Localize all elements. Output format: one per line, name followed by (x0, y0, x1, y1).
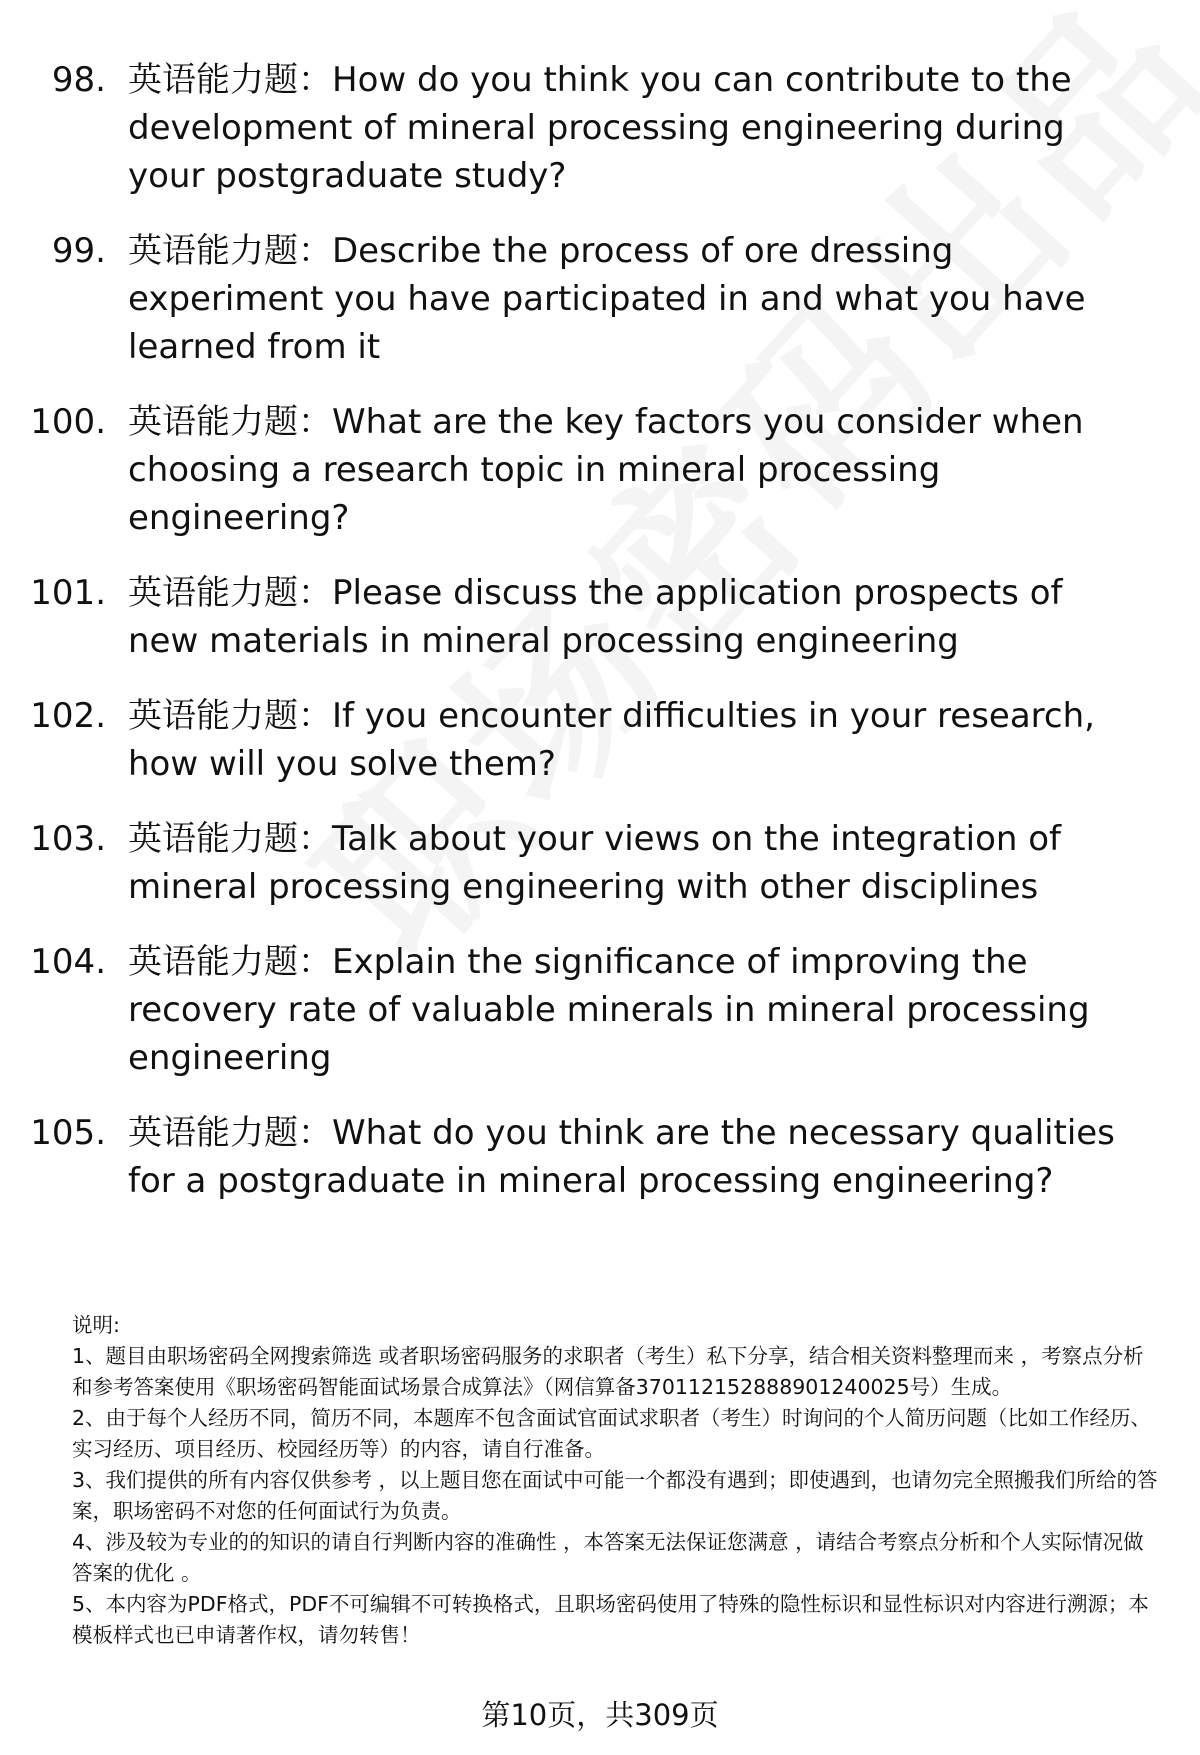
note-item: 3、我们提供的所有内容仅供参考 ，以上题目您在面试中可能一个都没有遇到；即使遇到，也请勿完全照搬我们所给的答案，职场密码不对您的任何面试行为负责。 (72, 1468, 1158, 1523)
note-item: 4、涉及较为专业的的知识的请自行判断内容的准确性 ，本答案无法保证您满意 ，请结合考察点分析和个人实际情况做答案的优化 。 (72, 1530, 1144, 1585)
question-body (128, 398, 1138, 542)
question-body (128, 227, 1138, 371)
question-body (128, 569, 1138, 665)
question-tag: 英语能力题： (128, 231, 332, 271)
question-number: 102. (30, 696, 106, 736)
question-body (128, 938, 1138, 1082)
question-text: Please discuss the application prospects of new materials in mineral processing engineering (128, 573, 1063, 661)
note-item: 5、本内容为PDF格式，PDF不可编辑不可转换格式，且职场密码使用了特殊的隐性标识和显性标识对内容进行溯源；本模板样式也已申请著作权，请勿转售！ (72, 1592, 1149, 1647)
question-item (0, 56, 1200, 200)
question-body (128, 692, 1138, 788)
question-number: 105. (30, 1113, 106, 1153)
question-number: 101. (30, 573, 106, 613)
question-text: Talk about your views on the integration of mineral processing engineering with other disciplines (128, 819, 1062, 907)
question-item (0, 938, 1200, 1082)
question-list (0, 56, 1200, 1232)
question-tag: 英语能力题： (128, 696, 332, 736)
question-tag: 英语能力题： (128, 819, 332, 859)
question-text: What do you think are the necessary qualities for a postgraduate in mineral processing engineering? (128, 1113, 1115, 1201)
question-body (128, 815, 1138, 911)
question-tag: 英语能力题： (128, 402, 332, 442)
question-item (0, 398, 1200, 542)
notes-section (72, 1310, 1162, 1651)
question-item (0, 1109, 1200, 1205)
question-item (0, 227, 1200, 371)
question-text: Describe the process of ore dressing experiment you have participated in and what you have learned from it (128, 231, 1086, 367)
question-text: How do you think you can contribute to the development of mineral processing engineering during your postgraduate study? (128, 60, 1072, 196)
question-item (0, 692, 1200, 788)
page-footer: 第10页，共309页 (481, 1698, 719, 1732)
question-number: 103. (30, 819, 106, 859)
question-number: 104. (30, 942, 106, 982)
notes-heading: 说明: (72, 1313, 120, 1337)
note-item: 1、题目由职场密码全网搜索筛选 或者职场密码服务的求职者（考生）私下分享，结合相关资料整理而来 ，考察点分析和参考答案使用《职场密码智能面试场景合成算法》（网信算备370112152888901240025号）生成。 (72, 1344, 1144, 1399)
question-number: 99. (51, 231, 106, 271)
question-body (128, 56, 1138, 200)
question-item (0, 815, 1200, 911)
question-text: If you encounter difficulties in your research, how will you solve them? (128, 696, 1095, 784)
question-tag: 英语能力题： (128, 1113, 332, 1153)
question-text: Explain the significance of improving the recovery rate of valuable minerals in mineral processing engineering (128, 942, 1090, 1078)
question-item (0, 569, 1200, 665)
question-text: What are the key factors you consider when choosing a research topic in mineral processing engineering? (128, 402, 1084, 538)
question-tag: 英语能力题： (128, 573, 332, 613)
question-number: 98. (51, 60, 106, 100)
question-body (128, 1109, 1138, 1205)
question-tag: 英语能力题： (128, 60, 332, 100)
question-tag: 英语能力题： (128, 942, 332, 982)
note-item: 2、由于每个人经历不同，简历不同，本题库不包含面试官面试求职者（考生）时询问的个人简历问题（比如工作经历、实习经历、项目经历、校园经历等）的内容，请自行准备。 (72, 1406, 1152, 1461)
question-number: 100. (30, 402, 106, 442)
